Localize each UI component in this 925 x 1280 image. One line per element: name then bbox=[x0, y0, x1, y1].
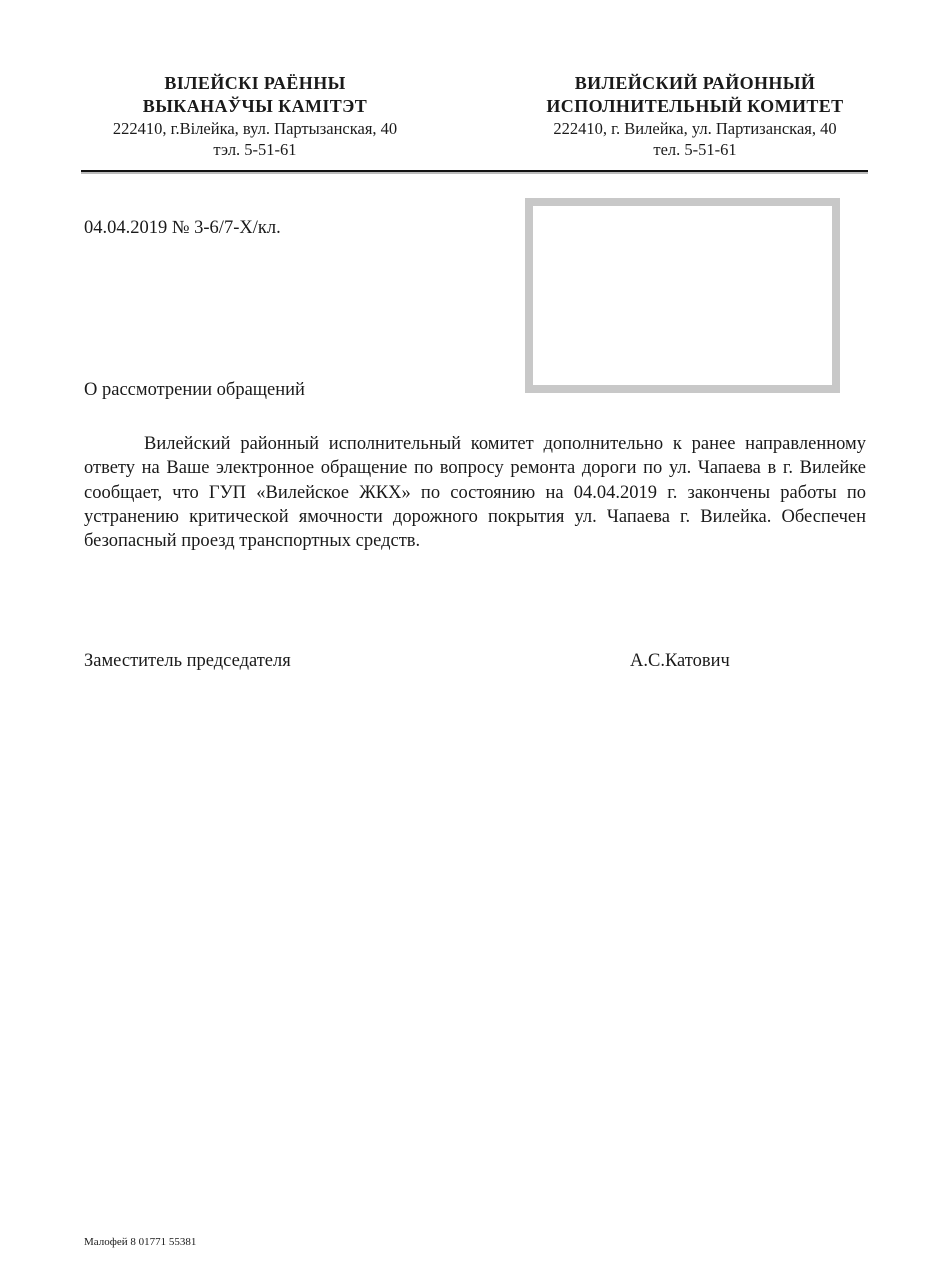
org-address-be: 222410, г.Вілейка, вул. Партызанская, 40 bbox=[112, 119, 398, 138]
executor-footer: Малофей 8 01771 55381 bbox=[84, 1236, 197, 1248]
letter-body: Вилейский районный исполнительный комитет дополнительно к ранее направленному ответу на Ваше электронное обращение по вопросу ремонта дороги по ул. Чапаева в г. Вилейке сообщает, что ГУП «Вилейское ЖКХ» по состоянию на 04.04.2019 г. закончены работы по устранению критической ямочности дорожного покрытия ул. Чапаева г. Вилейка. Обеспечен безопасный проезд транспортных средств. bbox=[84, 434, 866, 552]
signatory-title: Заместитель председателя bbox=[84, 651, 291, 671]
letter-subject: О рассмотрении обращений bbox=[84, 380, 305, 400]
redacted-addressee-box bbox=[525, 198, 840, 393]
org-address-ru: 222410, г. Вилейка, ул. Партизанская, 40 bbox=[553, 119, 837, 138]
letterhead-russian bbox=[520, 72, 870, 160]
org-name-be-line1: ВІЛЕЙСКІ РАЁННЫ bbox=[164, 73, 346, 93]
org-name-be-line2: ВЫКАНАЎЧЫ КАМІТЭТ bbox=[142, 96, 368, 116]
letterhead-divider bbox=[81, 170, 868, 172]
org-phone-be: тэл. 5-51-61 bbox=[213, 140, 297, 159]
letterhead-belarusian bbox=[82, 72, 428, 160]
org-phone-ru: тел. 5-51-61 bbox=[653, 140, 737, 159]
org-name-ru-line1: ВИЛЕЙСКИЙ РАЙОННЫЙ bbox=[574, 73, 816, 93]
registration-number: 04.04.2019 № 3-6/7-Х/кл. bbox=[84, 218, 281, 238]
signatory-name: А.С.Катович bbox=[630, 651, 730, 671]
org-name-ru-line2: ИСПОЛНИТЕЛЬНЫЙ КОМИТЕТ bbox=[546, 96, 844, 116]
